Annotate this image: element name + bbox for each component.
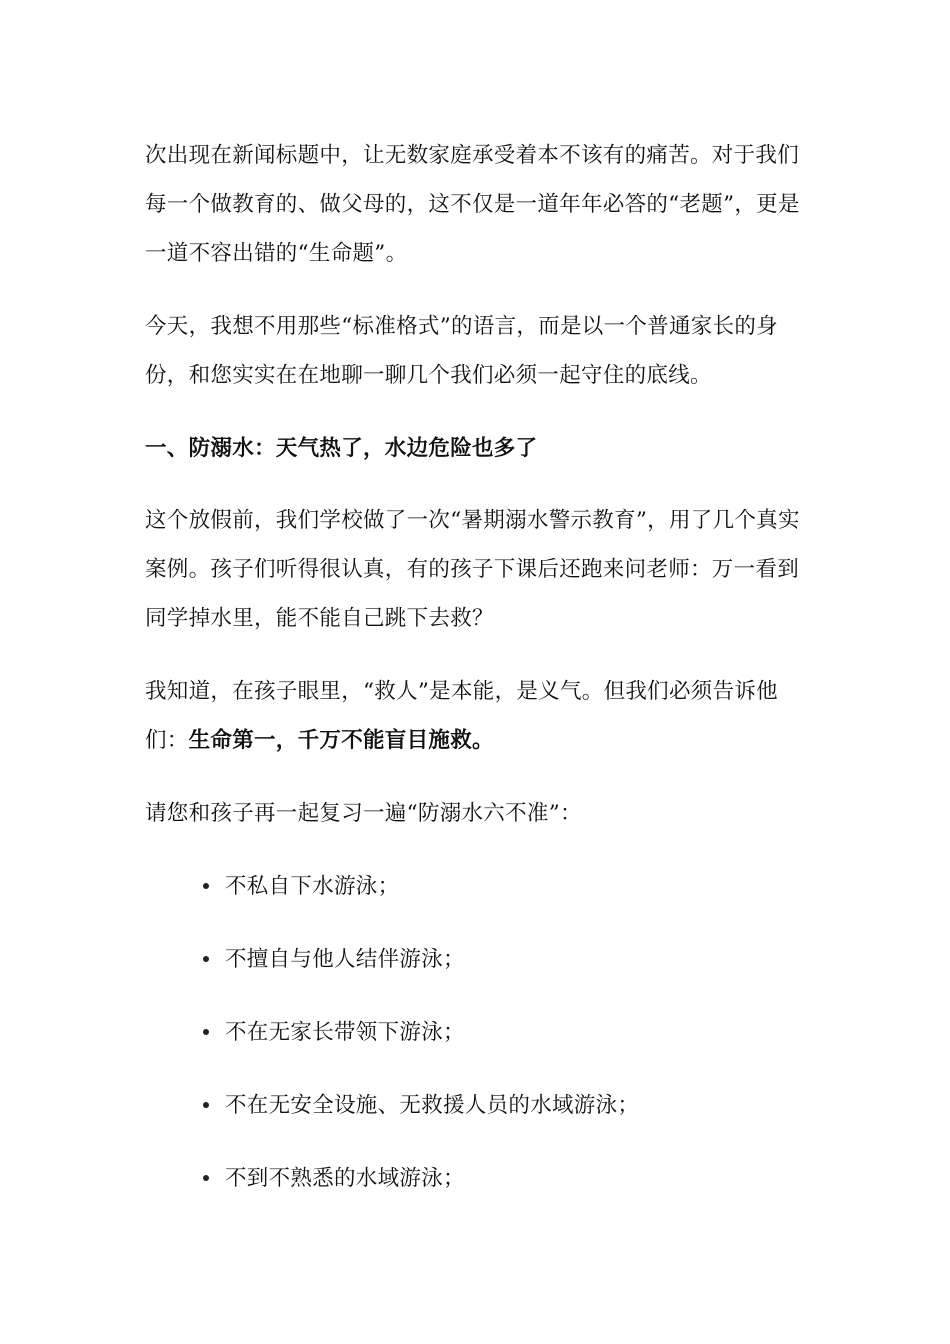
list-item [203, 1008, 810, 1057]
bullet-icon [203, 1029, 209, 1035]
rule-text: 不在无安全设施、无救援人员的水域游泳； [225, 1093, 640, 1118]
bullet-icon [203, 956, 209, 962]
list-item [203, 1081, 810, 1130]
paragraph-school-education: 这个放假前，我们学校做了一次“暑期溺水警示教育”，用了几个真实案例。孩子们听得很认真，有的孩子下课后还跑来问老师：万一看到同学掉水里，能不能自己跳下去救？ [145, 508, 800, 631]
rule-text: 不私自下水游泳； [225, 874, 400, 899]
list-item [203, 862, 810, 911]
paragraph-six-rules-intro: 请您和孩子再一起复习一遍“防溺水六不准”： [145, 801, 582, 826]
rule-text: 不在无家长带领下游泳； [225, 1020, 465, 1045]
list-item [203, 1154, 810, 1203]
list-item [203, 935, 810, 984]
six-rules-list [145, 862, 810, 1203]
bullet-icon [203, 1175, 209, 1181]
rule-text: 不擅自与他人结伴游泳； [225, 947, 465, 972]
paragraph-parent-talk: 今天，我想不用那些“标准格式”的语言，而是以一个普通家长的身份，和您实实在在地聊一聊几个我们必须一起守住的底线。 [145, 314, 778, 388]
paragraph-life-first-lead: 我知道，在孩子眼里，“救人”是本能，是义气。但我们必须告诉他们： [145, 679, 778, 753]
rule-text: 不到不熟悉的水域游泳； [225, 1166, 465, 1191]
bullet-icon [203, 883, 209, 889]
paragraph-life-first [145, 667, 810, 765]
paragraph-life-first-emphasis: 生命第一，千万不能盲目施救。 [188, 728, 494, 753]
bullet-icon [203, 1102, 209, 1108]
paragraph-intro-continued: 次出现在新闻标题中，让无数家庭承受着本不该有的痛苦。对于我们每一个做教育的、做父母的，这不仅是一道年年必答的“老题”，更是一道不容出错的“生命题”。 [145, 143, 800, 266]
section-heading-drowning-prevention: 一、防溺水：天气热了，水边危险也多了 [145, 436, 538, 461]
